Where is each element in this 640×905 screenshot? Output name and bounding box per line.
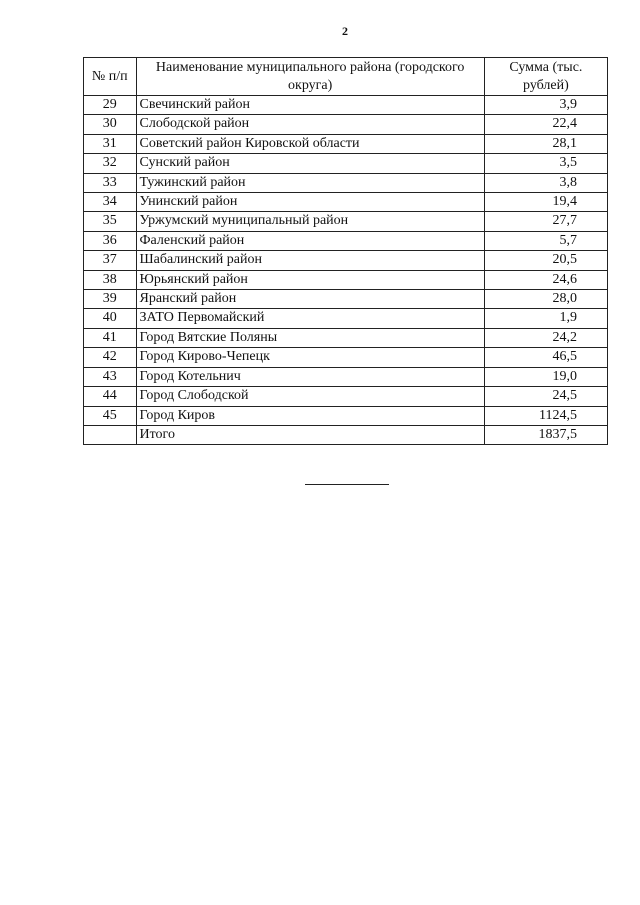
- row-sum: 24,5: [484, 387, 607, 406]
- header-name: Наименование муниципального района (городского округа): [136, 58, 484, 96]
- row-number: 30: [84, 115, 137, 134]
- row-number: 32: [84, 154, 137, 173]
- row-sum: 1837,5: [484, 425, 607, 444]
- table-row: [84, 367, 608, 386]
- row-number: 42: [84, 348, 137, 367]
- row-name: Город Киров: [136, 406, 484, 425]
- row-name: Город Котельнич: [136, 367, 484, 386]
- row-name: Итого: [136, 425, 484, 444]
- end-divider-line: [305, 484, 389, 485]
- row-sum: 3,9: [484, 96, 607, 115]
- table-row: [84, 193, 608, 212]
- row-name: Город Вятские Поляны: [136, 328, 484, 347]
- row-name: Свечинский район: [136, 96, 484, 115]
- row-sum: 28,0: [484, 290, 607, 309]
- row-number: 38: [84, 270, 137, 289]
- row-number: [84, 425, 137, 444]
- row-number: 37: [84, 251, 137, 270]
- row-number: 29: [84, 96, 137, 115]
- row-name: Советский район Кировской области: [136, 134, 484, 153]
- table-row: [84, 96, 608, 115]
- row-sum: 28,1: [484, 134, 607, 153]
- table-row: [84, 154, 608, 173]
- row-name: Шабалинский район: [136, 251, 484, 270]
- page-number: 2: [342, 24, 348, 38]
- row-number: 40: [84, 309, 137, 328]
- table-row: [84, 406, 608, 425]
- row-name: Сунский район: [136, 154, 484, 173]
- row-number: 45: [84, 406, 137, 425]
- row-name: Тужинский район: [136, 173, 484, 192]
- header-number: № п/п: [84, 58, 137, 96]
- table-row: [84, 212, 608, 231]
- table-row: [84, 348, 608, 367]
- row-number: 34: [84, 193, 137, 212]
- allocation-table: [83, 57, 608, 445]
- table-header-row: [84, 58, 608, 96]
- table-row: [84, 173, 608, 192]
- row-sum: 20,5: [484, 251, 607, 270]
- row-sum: 46,5: [484, 348, 607, 367]
- row-name: Юрьянский район: [136, 270, 484, 289]
- row-name: Яранский район: [136, 290, 484, 309]
- row-sum: 3,5: [484, 154, 607, 173]
- row-sum: 5,7: [484, 231, 607, 250]
- row-name: Фаленский район: [136, 231, 484, 250]
- row-sum: 1,9: [484, 309, 607, 328]
- row-sum: 1124,5: [484, 406, 607, 425]
- row-number: 39: [84, 290, 137, 309]
- table-row: [84, 290, 608, 309]
- row-name: Город Слободской: [136, 387, 484, 406]
- row-name: Слободской район: [136, 115, 484, 134]
- row-number: 35: [84, 212, 137, 231]
- table-row: [84, 387, 608, 406]
- row-number: 43: [84, 367, 137, 386]
- row-sum: 24,6: [484, 270, 607, 289]
- header-sum: Сумма (тыс. рублей): [484, 58, 607, 96]
- table-row: [84, 270, 608, 289]
- row-sum: 19,4: [484, 193, 607, 212]
- row-number: 36: [84, 231, 137, 250]
- row-name: Уржумский муниципальный район: [136, 212, 484, 231]
- row-number: 41: [84, 328, 137, 347]
- row-number: 33: [84, 173, 137, 192]
- row-number: 44: [84, 387, 137, 406]
- table-row: [84, 309, 608, 328]
- table-row: [84, 115, 608, 134]
- row-sum: 3,8: [484, 173, 607, 192]
- table-body: [84, 96, 608, 445]
- table-row: [84, 251, 608, 270]
- row-sum: 19,0: [484, 367, 607, 386]
- row-name: ЗАТО Первомайский: [136, 309, 484, 328]
- row-sum: 24,2: [484, 328, 607, 347]
- row-name: Город Кирово-Чепецк: [136, 348, 484, 367]
- row-name: Унинский район: [136, 193, 484, 212]
- table-row: [84, 328, 608, 347]
- row-sum: 27,7: [484, 212, 607, 231]
- total-row: [84, 425, 608, 444]
- row-sum: 22,4: [484, 115, 607, 134]
- table-row: [84, 231, 608, 250]
- row-number: 31: [84, 134, 137, 153]
- table-row: [84, 134, 608, 153]
